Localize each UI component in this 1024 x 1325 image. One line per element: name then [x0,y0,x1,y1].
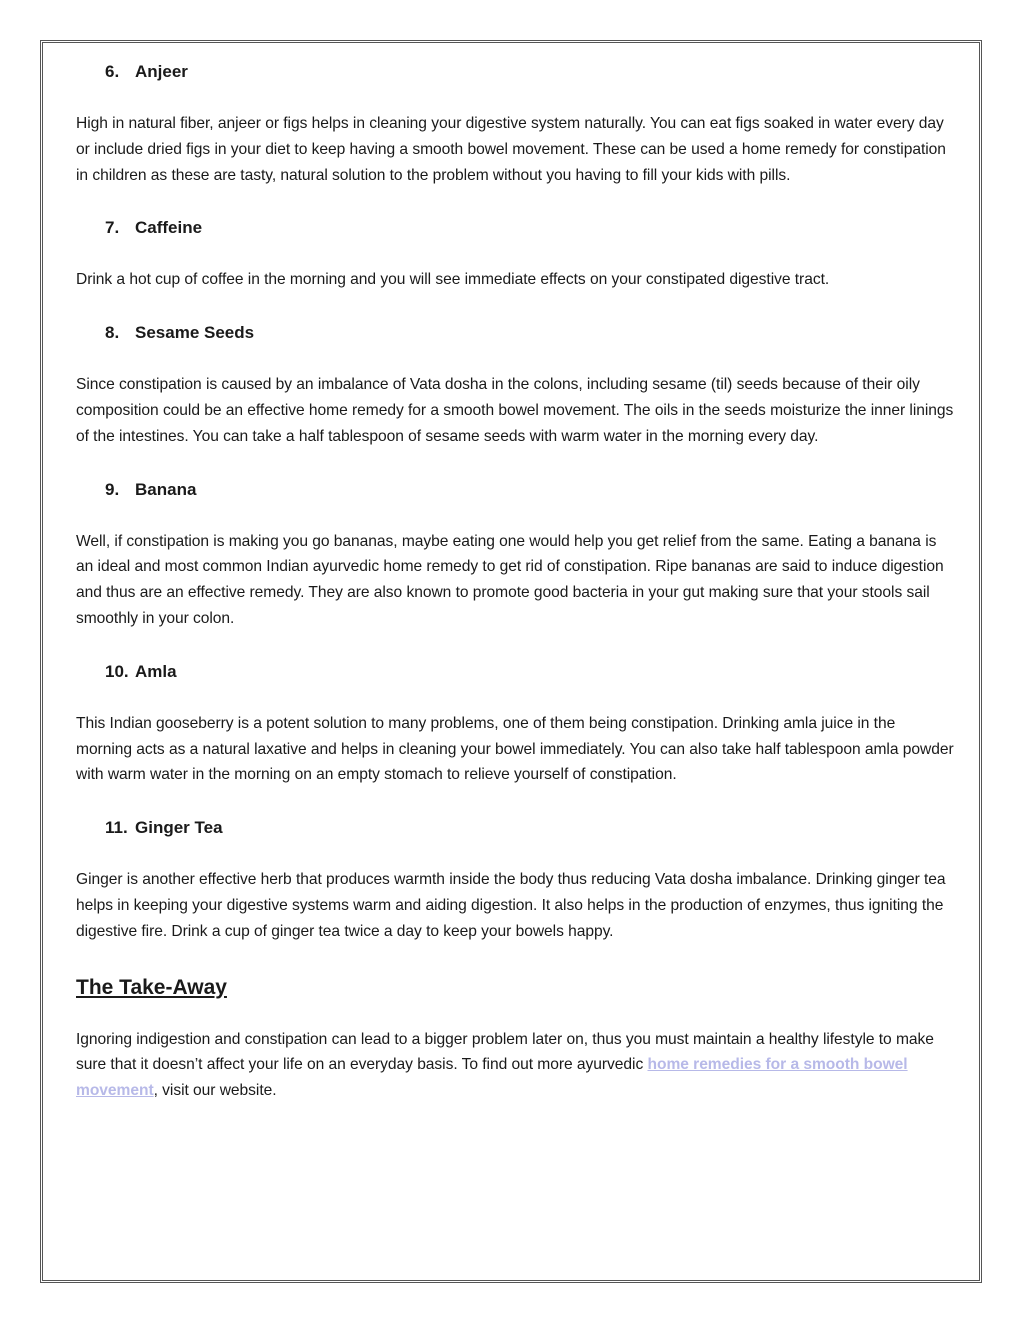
section-title: Banana [135,479,197,499]
section-heading-anjeer [105,58,954,86]
section-paragraph-caffeine: Drink a hot cup of coffee in the morning and you will see immediate effects on your constipated digestive tract. [76,271,830,289]
takeaway-text-after-link: , visit our website. [153,1082,277,1100]
section-number: 11. [105,818,128,838]
section-number: 9. [105,479,120,499]
home-remedies-link[interactable]: home remedies for a smooth bowel movement [76,1056,908,1100]
takeaway-text-before-link: Ignoring indigestion and constipation can lead to a bigger problem later on, thus you must maintain a healthy lifestyle to make sure that it doesn’t affect your life on an everyday basis. To find out more ayurvedic [76,1030,934,1074]
section-heading-amla [105,658,954,686]
takeaway-heading: The Take-Away [76,975,227,999]
section-paragraph-amla: This Indian gooseberry is a potent solution to many problems, one of them being constipation. Drinking amla juice in the morning acts as a natural laxative and helps in cleaning your bowel immediately. You can also take half tablespoon amla powder with warm water in the morning on an empty stomach to relieve yourself of constipation. [76,714,954,784]
section-heading-ginger-tea [105,814,954,842]
section-paragraph-ginger-tea: Ginger is another effective herb that produces warmth inside the body thus reducing Vata dosha imbalance. Drinking ginger tea helps in keeping your digestive systems warm and aiding digestion. It also helps in the production of enzymes, thus igniting the digestive fire. Drink a cup of ginger tea twice a day to keep your bowels happy. [76,871,946,940]
document-body [76,58,954,1104]
section-title: Amla [135,661,177,681]
section-number: 10. [105,661,129,681]
section-heading-caffeine [105,214,954,242]
section-paragraph-banana: Well, if constipation is making you go bananas, maybe eating one would help you get relief from the same. Eating a banana is an ideal and most common Indian ayurvedic home remedy to get rid of constipation. Ripe bananas are said to induce digestion and thus are an effective remedy. They are also known to promote good bacteria in your gut making sure that your stools sail smoothly in your colon. [76,532,944,627]
section-heading-sesame-seeds [105,319,954,347]
section-number: 6. [105,62,120,81]
takeaway-paragraph [76,1027,954,1104]
section-paragraph-sesame-seeds: Since constipation is caused by an imbalance of Vata dosha in the colons, including sesame (til) seeds because of their oily composition could be an effective home remedy for a smooth bowel movement. The oils in the seeds moisturize the inner linings of the intestines. You can take a half tablespoon of sesame seeds with warm water in the morning every day. [76,376,954,445]
section-number: 8. [105,323,120,343]
section-title: Ginger Tea [135,818,223,838]
section-heading-banana [105,476,954,504]
section-title: Anjeer [135,62,188,81]
section-title: Caffeine [135,218,203,238]
section-title: Sesame Seeds [135,323,255,343]
section-number: 7. [105,218,120,238]
section-paragraph-anjeer: High in natural fiber, anjeer or figs helps in cleaning your digestive system naturally. You can eat figs soaked in water every day or include dried figs in your diet to keep having a smooth bowel movement. These can be used a home remedy for constipation in children as these are tasty, natural solution to the problem without you having to fill your kids with pills. [76,115,946,184]
